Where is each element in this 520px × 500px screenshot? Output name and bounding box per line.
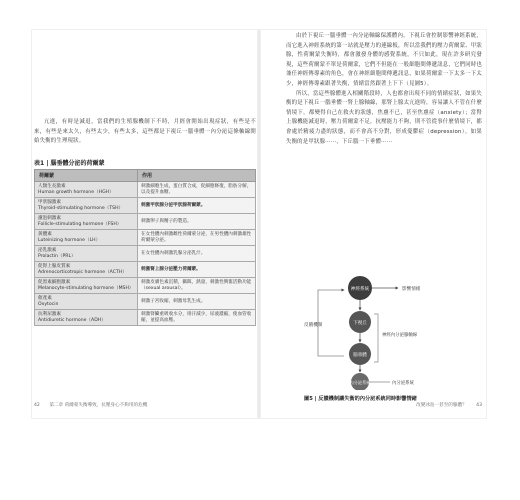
- hormone-name-en: Thyroid-stimulating hormone（TSH）: [38, 205, 124, 211]
- hormone-name-zh: 黃體素: [38, 231, 52, 237]
- page-number: 42: [34, 403, 40, 408]
- pituitary-node-label: 腦垂體: [353, 353, 367, 358]
- hormone-name-zh: 泌乳激素: [38, 247, 57, 253]
- hormone-name-zh: 抗利尿激素: [38, 311, 61, 317]
- hormone-name-zh: 促黑素細胞激素: [38, 279, 71, 285]
- hormone-function-cell: 刺激卵子與精子的製造。: [138, 214, 256, 230]
- hormone-name-en: Antidiuretic hormone（ADH）: [38, 317, 106, 323]
- hormone-table: [34, 169, 256, 326]
- emotion-label: 影響情緒: [402, 287, 421, 292]
- running-header: 第二章 荷爾蒙失衡導致，抗壓身心不夠用的危機: [49, 403, 148, 408]
- hormone-name-cell: [35, 278, 138, 294]
- table-row: [35, 310, 256, 326]
- table-row: [35, 294, 256, 310]
- hormone-name-zh: 濾泡刺激素: [38, 215, 61, 221]
- limbic-node-label: 神經系統: [350, 287, 370, 292]
- table-row: [35, 198, 256, 214]
- hormone-name-en: Prolactin（PRL）: [38, 253, 76, 259]
- hormone-function-cell: 在女性體內刺激乳腺分泌乳汁。: [138, 246, 256, 262]
- hormone-name-en: Luteinizing hormone（LH）: [38, 237, 101, 243]
- hormone-function-cell: 刺激細胞生成，蛋白質合成，促細胞修復，脂肪分解，以及提升血糖。: [138, 182, 256, 198]
- axis-label: 神經內分泌腺軸線: [382, 333, 418, 338]
- hormone-name-en: Human growth hormone（HGH）: [38, 189, 114, 195]
- table-row: [35, 262, 256, 278]
- hormone-name-cell: [35, 262, 138, 278]
- hormone-function-cell: 刺激甲狀腺分泌甲狀腺荷爾蒙。: [138, 198, 256, 214]
- table-header-hormone: 荷爾蒙: [35, 170, 138, 182]
- hormone-name-zh: 甲狀腺激素: [38, 199, 61, 205]
- right-page: [260, 30, 486, 418]
- left-page: [32, 30, 258, 418]
- hormone-name-en: Adrenocorticotropic hormone（ACTH）: [38, 269, 127, 275]
- right-paragraph: 所以，當這些腺體進入相關階段時，人也都會出現不同的情緒症狀，如果失衡的是下視丘一腦垂體一腎上腺軸線，那腎上腺太亢進時，容易讓人不管在什麼情境下，都變得自己在救火的狀態，焦慮不已，甚至焦慮症（anxiety）；當腎上腺機能減退時，壓力荷爾蒙不足，抗壓能力不夠，則不管從事什麼情境下，都會處於精疲力盡的狀態，而不會高不分對，形成憂鬱症（depression）。如果失衡的是甲狀腺⋯⋯，下丘腦一下垂體⋯⋯: [286, 90, 482, 145]
- hormone-function-cell: 在女性體內刺激雌性荷爾蒙分泌，在男性體內刺激雄性荷爾蒙分泌。: [138, 230, 256, 246]
- table-row: [35, 182, 256, 198]
- left-footer: [34, 402, 147, 408]
- table-row: [35, 278, 256, 294]
- hormone-function-cell: 刺激皮膚色素沉積，攝餌，熱量，刺激性興奮活動功能（sexual arousal）。: [138, 278, 256, 294]
- hormone-name-en: Follicle-stimulating hormone（FSH）: [38, 221, 122, 227]
- table-header-function: 作用: [138, 170, 256, 182]
- running-header: 改變冰島一甚至的腺體？: [416, 403, 467, 408]
- table-row: [35, 230, 256, 246]
- hormone-name-cell: [35, 182, 138, 198]
- book-spread: [32, 30, 486, 418]
- hormone-name-cell: [35, 214, 138, 230]
- right-footer: [416, 402, 482, 408]
- hormone-name-cell: [35, 198, 138, 214]
- hormone-name-cell: [35, 310, 138, 326]
- table-header-row: [35, 170, 256, 182]
- left-body-text: [34, 118, 256, 147]
- figure-caption: 圖5 | 反饋機制讓失衡的內分泌系統同時影響情緒: [304, 396, 417, 402]
- hormone-name-en: Melanocyte-stimulating hormone（MSH）: [38, 285, 134, 291]
- feedback-label: 反饋機制: [304, 323, 323, 328]
- right-body-text: [286, 32, 482, 147]
- hormone-name-zh: 人類生長激素: [38, 183, 66, 189]
- hormone-name-zh: 促腎上腺皮質素: [38, 263, 71, 269]
- endocrine-node-label: 內分泌系統: [349, 380, 371, 385]
- left-paragraph: 亢進，有時是減退，當我們的生殖腺機制下不時，月經會開始出現症狀，有些是不來，有些是來太久，有些太少，有些太多，這些都是下視丘一腦垂體一內分泌這條軸線開始失衡的生理現狀。: [34, 119, 256, 145]
- hormone-name-zh: 催產素: [38, 295, 52, 301]
- hormone-name-cell: [35, 294, 138, 310]
- endocrine-system-label: 內分泌系統: [392, 381, 414, 386]
- table-row: [35, 246, 256, 262]
- hormone-name-en: Oxytocin: [38, 301, 59, 307]
- hormone-name-cell: [35, 230, 138, 246]
- hormone-name-cell: [35, 246, 138, 262]
- table-row: [35, 214, 256, 230]
- hormone-function-cell: 刺激腎上腺分泌壓力荷爾蒙。: [138, 262, 256, 278]
- feedback-diagram: [300, 270, 480, 390]
- hormone-function-cell: 刺激腎臟重吸收水分，排汗減少，尿液濃縮，使血管收縮，並提高血壓。: [138, 310, 256, 326]
- table-title: 表1 | 腦垂體分泌的荷爾蒙: [34, 160, 105, 167]
- hypothalamus-node-label: 下視丘: [353, 321, 367, 326]
- right-paragraph: 由於下視丘一腦垂體一內分泌軸線保護體內，下視丘會控制影響神經系統，而它進入神經系統的第一站就是壓力的連線板，所以當我們的壓力荷爾蒙、甲狀腺，性荷爾蒙失衡時，都會激發身體的感覺系統，不只如此，現在許多研究發現，這些荷爾蒙不單是荷爾蒙，它們不但能在一般細胞間傳遞訊息，它們同時也兼任神經傳導素的角色，會在神經細胞間傳遞訊息，如果荷爾蒙一下太多一下太少，神經傳導素跟著失衡，情緒當然跟著上下下（見圖5）。: [286, 33, 482, 87]
- hormone-function-cell: 刺激子宮收縮，刺激母乳生成。: [138, 294, 256, 310]
- axis-bracket: [374, 314, 378, 362]
- page-number: 43: [476, 403, 482, 408]
